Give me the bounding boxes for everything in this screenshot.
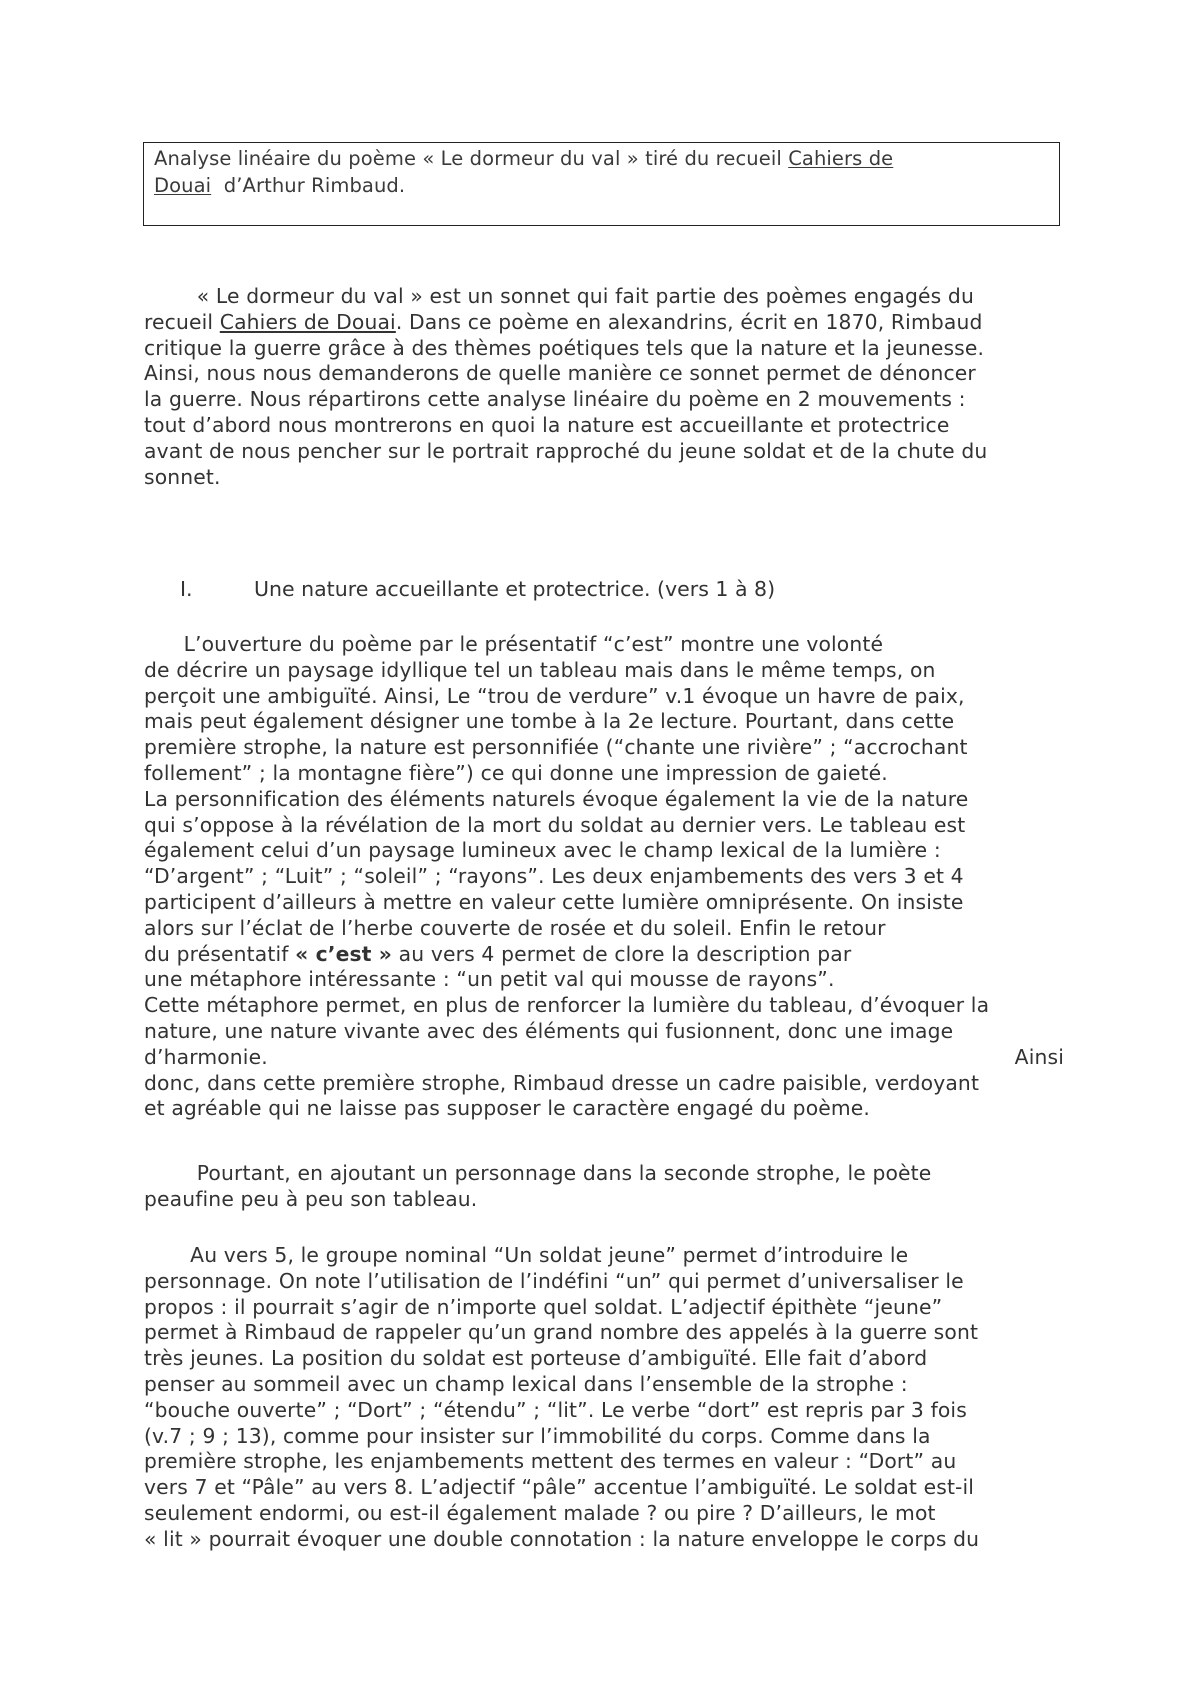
paragraph-line: personnage. On note l’utilisation de l’indéfini “un” qui permet d’universaliser le: [144, 1268, 964, 1293]
intro-line: critique la guerre grâce à des thèmes poétiques tels que la nature et la jeunesse.: [144, 335, 985, 360]
paragraph-line: très jeunes. La position du soldat est porteuse d’ambiguïté. Elle fait d’abord: [144, 1346, 928, 1371]
intro-line: Ainsi, nous nous demanderons de quelle manière ce sonnet permet de dénoncer: [144, 361, 976, 386]
paragraph-line: “D’argent” ; “Luit” ; “soleil” ; “rayons”. Les deux enjambements des vers 3 et 4: [144, 864, 964, 889]
paragraph-text: Ainsi: [1014, 1044, 1064, 1069]
paragraph-line: et agréable qui ne laisse pas supposer le caractère engagé du poème.: [144, 1096, 871, 1121]
paragraph-line: “bouche ouverte” ; “Dort” ; “étendu” ; “lit”. Le verbe “dort” est repris par 3 fois: [144, 1397, 967, 1422]
intro-paragraph: [144, 284, 1064, 490]
paragraph-3: [144, 1243, 1064, 1553]
paragraph-line: nature, une nature vivante avec des éléments qui fusionnent, donc une image: [144, 1018, 954, 1043]
paragraph-line: L’ouverture du poème par le présentatif “c’est” montre une volonté: [144, 632, 884, 656]
paragraph-line: perçoit une ambiguïté. Ainsi, Le “trou de verdure” v.1 évoque un havre de paix,: [144, 683, 965, 708]
paragraph-line: seulement endormi, ou est-il également malade ? ou pire ? D’ailleurs, le mot: [144, 1500, 936, 1525]
paragraph-line: Au vers 5, le groupe nominal “Un soldat jeune” permet d’introduire le: [144, 1243, 909, 1267]
paragraph-line: également celui d’un paysage lumineux avec le champ lexical de la lumière :: [144, 838, 941, 863]
bold-quote: « c’est »: [295, 941, 393, 966]
paragraph-line: donc, dans cette première strophe, Rimbaud dresse un cadre paisible, verdoyant: [144, 1070, 980, 1095]
paragraph-text: d’harmonie.: [144, 1044, 268, 1069]
paragraph-line: qui s’oppose à la révélation de la mort du soldat au dernier vers. Le tableau est: [144, 812, 966, 837]
intro-line: sonnet.: [144, 464, 221, 489]
paragraph-line: participent d’ailleurs à mettre en valeur cette lumière omniprésente. On insiste: [144, 889, 964, 914]
paragraph-line: (v.7 ; 9 ; 13), comme pour insister sur l’immobilité du corps. Comme dans la: [144, 1423, 931, 1448]
paragraph-line: La personnification des éléments naturels évoque également la vie de la nature: [144, 786, 969, 811]
paragraph-line: Cette métaphore permet, en plus de renforcer la lumière du tableau, d’évoquer la: [144, 993, 990, 1018]
paragraph-line: « lit » pourrait évoquer une double connotation : la nature enveloppe le corps du: [144, 1526, 980, 1551]
paragraph-line: follement” ; la montagne fière”) ce qui donne une impression de gaieté.: [144, 760, 888, 785]
paragraph-line: peaufine peu à peu son tableau.: [144, 1186, 478, 1211]
paragraph-line: [144, 942, 1064, 968]
intro-line: avant de nous pencher sur le portrait rapproché du jeune soldat et de la chute du: [144, 438, 988, 463]
paragraph-line: propos : il pourrait s’agir de n’importe quel soldat. L’adjectif épithète “jeune”: [144, 1294, 943, 1319]
paragraph-2: [144, 1161, 1064, 1213]
paragraph-line: [144, 1045, 1064, 1071]
paragraph-line: de décrire un paysage idyllique tel un tableau mais dans le même temps, on: [144, 657, 936, 682]
paragraph-line: vers 7 et “Pâle” au vers 8. L’adjectif “pâle” accentue l’ambiguïté. Le soldat est-il: [144, 1475, 975, 1500]
paragraph-text: du présentatif: [144, 941, 296, 966]
paragraph-line: première strophe, les enjambements mettent des termes en valeur : “Dort” au: [144, 1449, 957, 1474]
intro-line: tout d’abord nous montrerons en quoi la nature est accueillante et protectrice: [144, 412, 950, 437]
paragraph-line: permet à Rimbaud de rappeler qu’un grand nombre des appelés à la guerre sont: [144, 1320, 979, 1345]
collection-title-part2: Douai: [154, 174, 212, 197]
paragraph-text: au vers 4 permet de clore la description par: [392, 941, 852, 966]
section-title: Une nature accueillante et protectrice. (vers 1 à 8): [254, 577, 776, 601]
paragraph-line: Pourtant, en ajoutant un personnage dans la seconde strophe, le poète: [144, 1161, 932, 1185]
intro-line: [144, 310, 1064, 336]
title-box: [143, 142, 1060, 226]
intro-text: recueil: [144, 309, 220, 334]
intro-line: la guerre. Nous répartirons cette analyse linéaire du poème en 2 mouvements :: [144, 387, 966, 412]
title-suffix: d’Arthur Rimbaud.: [211, 174, 406, 197]
paragraph-line: penser au sommeil avec un champ lexical dans l’ensemble de la strophe :: [144, 1371, 908, 1396]
paragraph-1: [144, 632, 1064, 1122]
paragraph-line: une métaphore intéressante : “un petit val qui mousse de rayons”.: [144, 967, 835, 992]
paragraph-line: première strophe, la nature est personnifiée (“chante une rivière” ; “accrochant: [144, 735, 968, 760]
collection-title-part1: Cahiers de: [788, 147, 894, 170]
section-number: I.: [180, 577, 193, 601]
section-heading: [180, 576, 775, 602]
title-prefix: Analyse linéaire du poème « Le dormeur du val » tiré du recueil: [154, 147, 789, 170]
paragraph-line: mais peut également désigner une tombe à la 2e lecture. Pourtant, dans cette: [144, 709, 955, 734]
collection-title-inline: Cahiers de Douai: [219, 309, 396, 334]
paragraph-line: alors sur l’éclat de l’herbe couverte de rosée et du soleil. Enfin le retour: [144, 915, 886, 940]
intro-line: « Le dormeur du val » est un sonnet qui fait partie des poèmes engagés du: [144, 284, 974, 308]
intro-text: . Dans ce poème en alexandrins, écrit en 1870, Rimbaud: [395, 309, 983, 334]
